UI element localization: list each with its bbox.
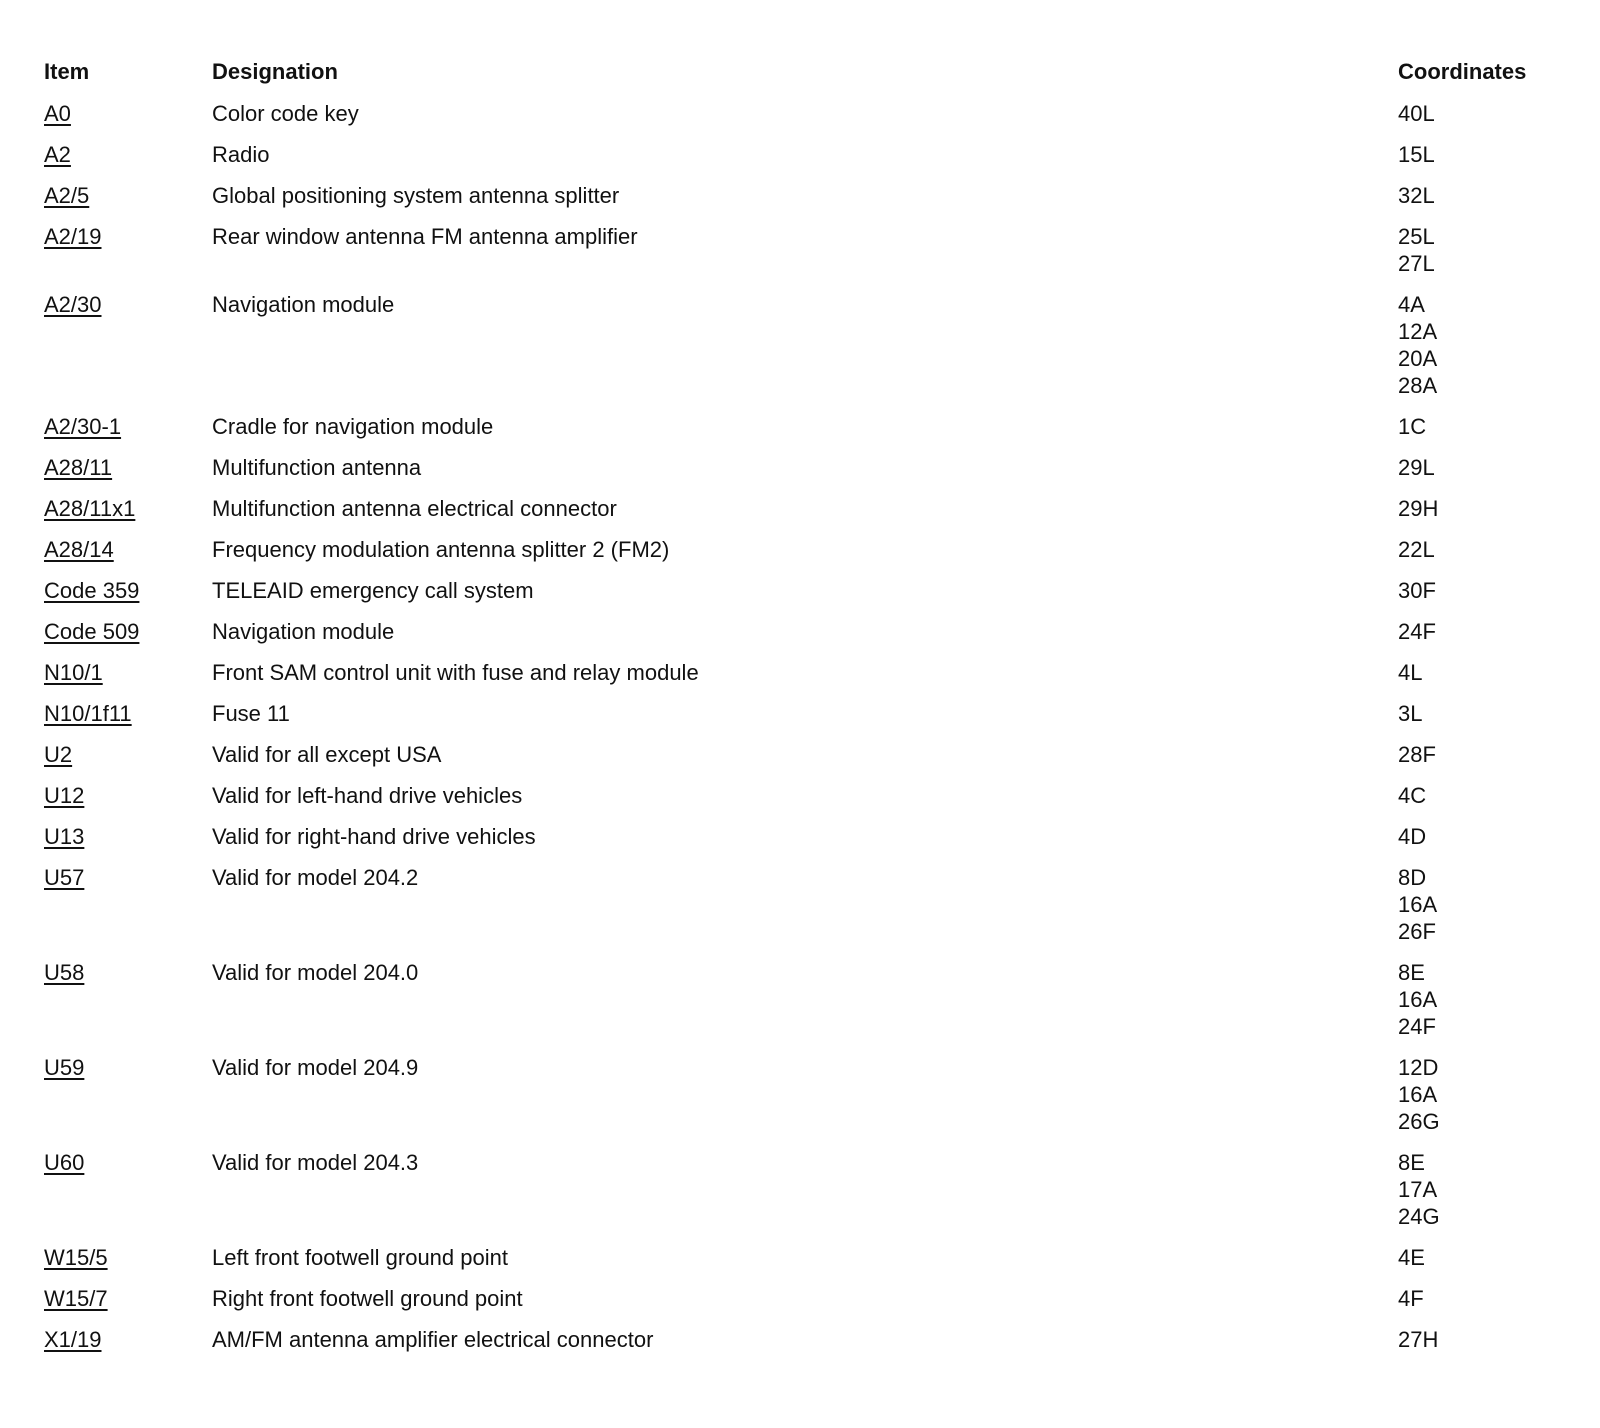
table-row [44, 291, 1564, 413]
item-cell [44, 413, 212, 440]
coordinates-cell [1398, 454, 1558, 481]
item-cell [44, 454, 212, 481]
designation-cell: Front SAM control unit with fuse and relay module [212, 660, 699, 685]
table-row [44, 182, 1564, 223]
coordinate-value: 16A [1398, 1082, 1438, 1107]
table-row [44, 659, 1564, 700]
coordinates-cell [1398, 1149, 1558, 1230]
item-link[interactable]: N10/1f11 [44, 701, 132, 726]
item-cell [44, 495, 212, 522]
coordinate-value: 16A [1398, 987, 1438, 1012]
table-row [44, 1244, 1564, 1285]
item-link[interactable]: A2 [44, 142, 71, 167]
table-row [44, 823, 1564, 864]
table-row [44, 618, 1564, 659]
table-row [44, 1149, 1564, 1244]
designation-cell: Multifunction antenna electrical connector [212, 496, 617, 521]
coordinate-value: 27H [1398, 1327, 1439, 1352]
coordinates-cell [1398, 495, 1558, 522]
item-link[interactable]: W15/5 [44, 1245, 108, 1270]
table-row [44, 413, 1564, 454]
item-cell [44, 659, 212, 686]
designation-cell: Fuse 11 [212, 701, 290, 726]
coordinate-value: 15L [1398, 142, 1435, 167]
designation-cell: Cradle for navigation module [212, 414, 494, 439]
coordinate-value: 4D [1398, 824, 1427, 849]
item-cell [44, 141, 212, 168]
coordinate-value: 29H [1398, 496, 1439, 521]
coordinate-value: 16A [1398, 892, 1438, 917]
item-cell [44, 1054, 212, 1081]
item-link[interactable]: A2/30 [44, 292, 102, 317]
coordinates-cell [1398, 100, 1558, 127]
item-cell [44, 536, 212, 563]
item-cell [44, 223, 212, 250]
table-row [44, 536, 1564, 577]
coordinate-value: 24G [1398, 1204, 1440, 1229]
coordinates-cell [1398, 782, 1558, 809]
designation-cell: AM/FM antenna amplifier electrical connector [212, 1327, 654, 1352]
designation-cell: Valid for left-hand drive vehicles [212, 783, 523, 808]
coordinates-cell [1398, 659, 1558, 686]
coordinate-value: 8D [1398, 865, 1427, 890]
coordinate-value: 24F [1398, 619, 1436, 644]
item-link[interactable]: U2 [44, 742, 73, 767]
item-cell [44, 864, 212, 891]
item-cell [44, 291, 212, 318]
item-cell [44, 1285, 212, 1312]
item-link[interactable]: W15/7 [44, 1286, 108, 1311]
coordinates-cell [1398, 1285, 1558, 1312]
table-row [44, 959, 1564, 1054]
item-cell [44, 577, 212, 604]
designation-cell: Valid for right-hand drive vehicles [212, 824, 536, 849]
item-link[interactable]: Code 509 [44, 619, 140, 644]
designation-cell: TELEAID emergency call system [212, 578, 534, 603]
coordinates-cell [1398, 141, 1558, 168]
table-header-row [44, 58, 1564, 100]
item-link[interactable]: N10/1 [44, 660, 103, 685]
coordinates-cell [1398, 1326, 1558, 1353]
coordinates-cell [1398, 823, 1558, 850]
coordinate-value: 24F [1398, 1014, 1436, 1039]
designation-cell: Valid for model 204.2 [212, 865, 419, 890]
item-cell [44, 741, 212, 768]
table-row [44, 100, 1564, 141]
item-cell [44, 182, 212, 209]
item-link[interactable]: U58 [44, 960, 85, 985]
item-link[interactable]: A28/11x1 [44, 496, 136, 521]
item-link[interactable]: U60 [44, 1150, 85, 1175]
coordinates-cell [1398, 1054, 1558, 1135]
coordinate-value: 26G [1398, 1109, 1440, 1134]
item-link[interactable]: U57 [44, 865, 85, 890]
designation-cell: Valid for model 204.3 [212, 1150, 419, 1175]
item-link[interactable]: Code 359 [44, 578, 140, 603]
table-row [44, 454, 1564, 495]
designation-cell: Frequency modulation antenna splitter 2 (FM2) [212, 537, 670, 562]
item-cell [44, 618, 212, 645]
coordinate-value: 28A [1398, 373, 1438, 398]
designation-cell: Right front footwell ground point [212, 1286, 523, 1311]
coordinate-value: 30F [1398, 578, 1436, 603]
item-link[interactable]: A2/5 [44, 183, 90, 208]
item-link[interactable]: A28/14 [44, 537, 114, 562]
coordinates-cell [1398, 291, 1558, 399]
coordinate-value: 4E [1398, 1245, 1425, 1270]
coordinate-value: 4C [1398, 783, 1427, 808]
coordinates-cell [1398, 741, 1558, 768]
item-cell [44, 1326, 212, 1353]
coordinate-value: 3L [1398, 701, 1423, 726]
item-cell [44, 1149, 212, 1176]
table-row [44, 1326, 1564, 1367]
item-link[interactable]: A2/19 [44, 224, 102, 249]
coordinate-value: 12D [1398, 1055, 1439, 1080]
coordinates-cell [1398, 864, 1558, 945]
coordinate-value: 17A [1398, 1177, 1438, 1202]
coordinates-cell [1398, 700, 1558, 727]
item-cell [44, 823, 212, 850]
coordinate-value: 28F [1398, 742, 1436, 767]
coordinate-value: 4L [1398, 660, 1423, 685]
item-column-header: Item [44, 59, 90, 84]
item-cell [44, 700, 212, 727]
designation-cell: Global positioning system antenna splitter [212, 183, 620, 208]
coordinates-cell [1398, 223, 1558, 277]
coordinates-cell [1398, 959, 1558, 1040]
designation-cell: Valid for model 204.9 [212, 1055, 419, 1080]
item-cell [44, 959, 212, 986]
item-link[interactable]: X1/19 [44, 1327, 102, 1352]
coordinate-value: 1C [1398, 414, 1427, 439]
item-link[interactable]: U59 [44, 1055, 85, 1080]
item-cell [44, 782, 212, 809]
item-cell [44, 1244, 212, 1271]
table-row [44, 741, 1564, 782]
coordinates-cell [1398, 413, 1558, 440]
coordinates-column-header: Coordinates [1398, 59, 1527, 84]
table-row [44, 495, 1564, 536]
designation-cell: Valid for all except USA [212, 742, 442, 767]
table-row [44, 782, 1564, 823]
table-row [44, 223, 1564, 291]
table-row [44, 577, 1564, 618]
coordinate-value: 32L [1398, 183, 1435, 208]
item-link[interactable]: A0 [44, 101, 71, 126]
coordinates-cell [1398, 1244, 1558, 1271]
coordinates-cell [1398, 577, 1558, 604]
designation-cell: Valid for model 204.0 [212, 960, 419, 985]
coordinates-cell [1398, 182, 1558, 209]
table-body [44, 100, 1564, 1367]
table-row [44, 141, 1564, 182]
coordinate-value: 29L [1398, 455, 1435, 480]
coordinate-value: 8E [1398, 1150, 1425, 1175]
item-cell [44, 100, 212, 127]
item-link[interactable]: U13 [44, 824, 85, 849]
coordinates-cell [1398, 536, 1558, 563]
table-row [44, 1285, 1564, 1326]
component-legend-table [44, 58, 1564, 1367]
designation-cell: Multifunction antenna [212, 455, 422, 480]
item-link[interactable]: A28/11 [44, 455, 113, 480]
designation-cell: Rear window antenna FM antenna amplifier [212, 224, 638, 249]
coordinate-value: 8E [1398, 960, 1425, 985]
table-row [44, 864, 1564, 959]
coordinate-value: 12A [1398, 319, 1438, 344]
coordinate-value: 40L [1398, 101, 1435, 126]
designation-cell: Color code key [212, 101, 359, 126]
coordinate-value: 4A [1398, 292, 1425, 317]
designation-cell: Navigation module [212, 619, 395, 644]
table-row [44, 1054, 1564, 1149]
item-link[interactable]: U12 [44, 783, 85, 808]
coordinate-value: 26F [1398, 919, 1436, 944]
designation-column-header: Designation [212, 59, 338, 84]
coordinate-value: 27L [1398, 251, 1435, 276]
designation-cell: Navigation module [212, 292, 395, 317]
designation-cell: Left front footwell ground point [212, 1245, 508, 1270]
item-link[interactable]: A2/30-1 [44, 414, 122, 439]
coordinate-value: 20A [1398, 346, 1438, 371]
coordinate-value: 22L [1398, 537, 1435, 562]
coordinate-value: 4F [1398, 1286, 1424, 1311]
coordinate-value: 25L [1398, 224, 1435, 249]
designation-cell: Radio [212, 142, 270, 167]
coordinates-cell [1398, 618, 1558, 645]
table-row [44, 700, 1564, 741]
